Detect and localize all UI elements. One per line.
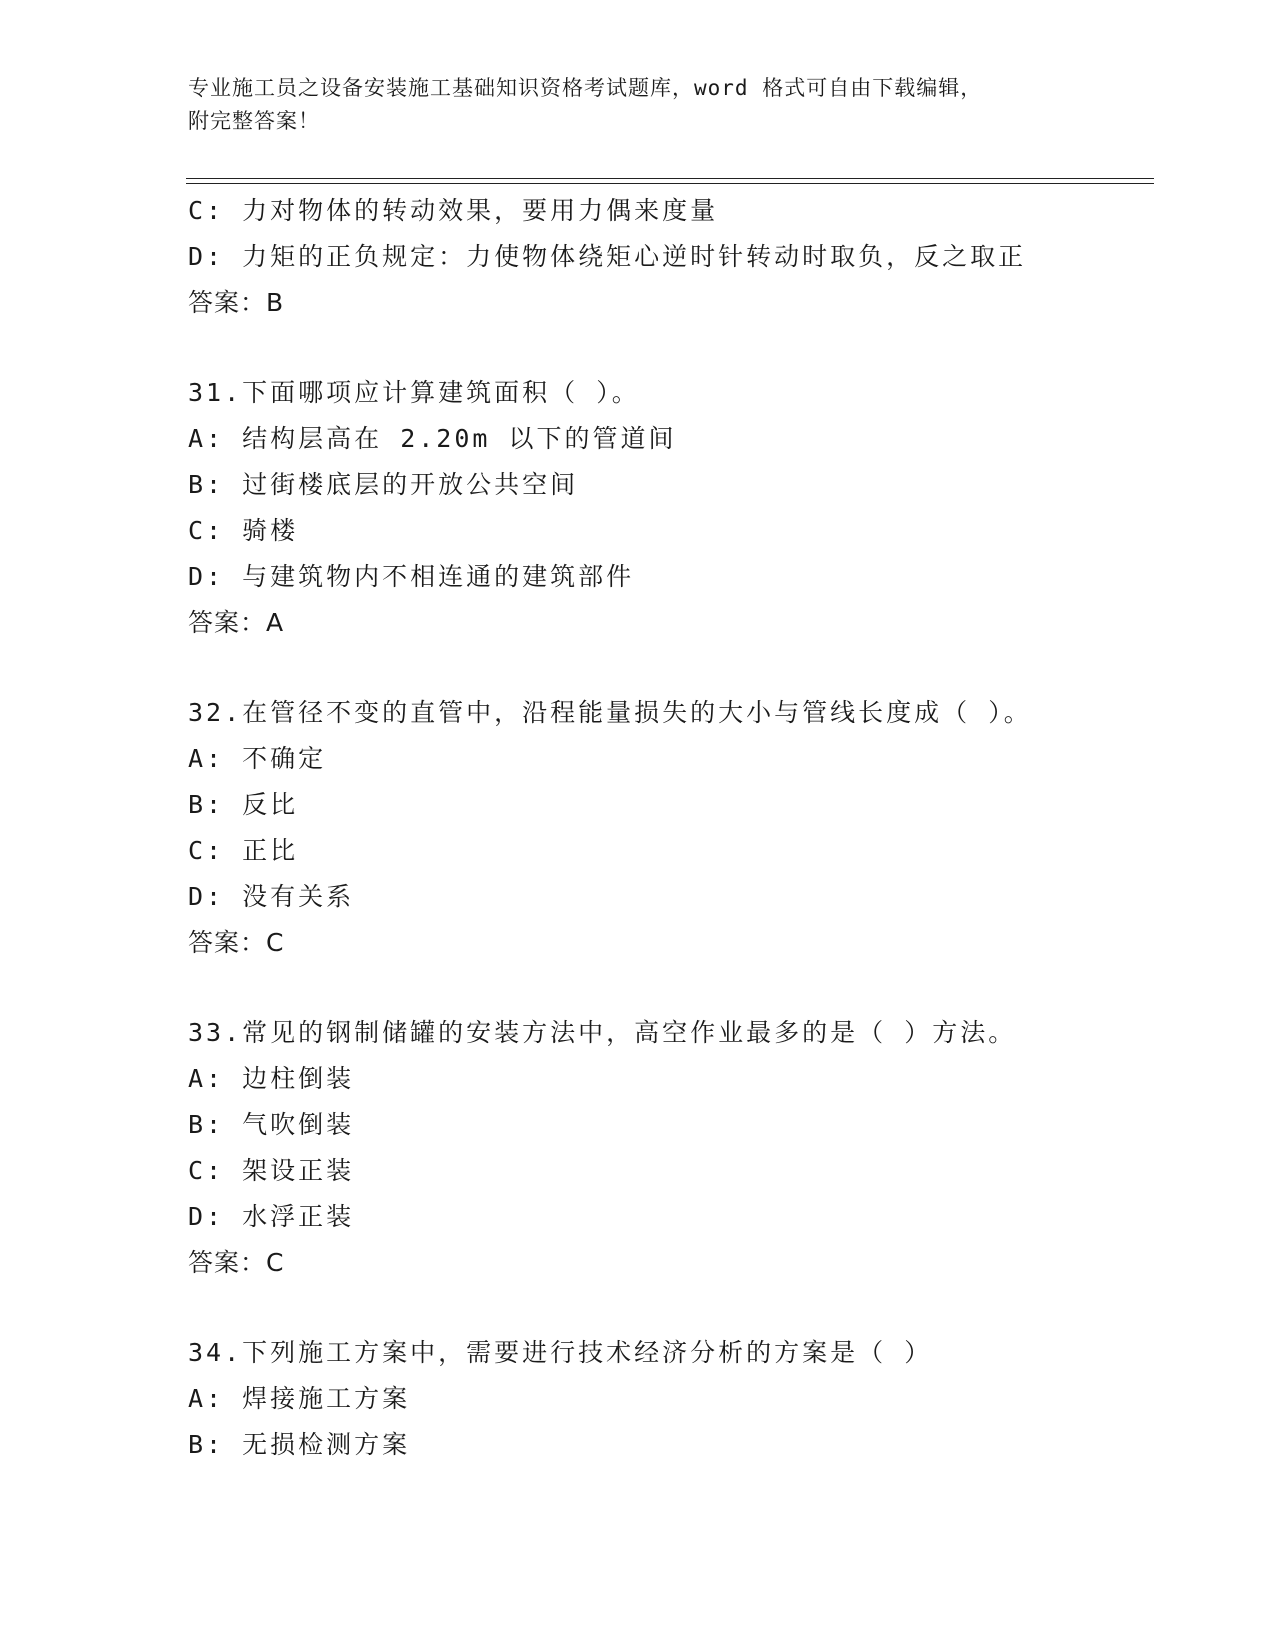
spacer	[188, 966, 1148, 1010]
option-d: D: 力矩的正负规定：力使物体绕矩心逆时针转动时取负，反之取正	[188, 242, 1027, 271]
option-c: C: 骑楼	[188, 516, 299, 545]
question-33	[188, 1010, 1148, 1286]
option-a: A: 不确定	[188, 744, 327, 773]
option-a: A: 边柱倒装	[188, 1064, 355, 1093]
document-header	[188, 72, 1088, 138]
option-a: A: 焊接施工方案	[188, 1384, 411, 1413]
option-a: A: 结构层高在 2.20m 以下的管道间	[188, 424, 677, 453]
question-stem: 34.下列施工方案中，需要进行技术经济分析的方案是（ ）	[188, 1338, 933, 1367]
header-divider-bottom	[186, 183, 1154, 184]
option-b: B: 无损检测方案	[188, 1430, 411, 1459]
question-list	[188, 188, 1148, 1468]
question-stem: 31.下面哪项应计算建筑面积（ ）。	[188, 378, 640, 407]
option-c: C: 正比	[188, 836, 299, 865]
option-b: B: 反比	[188, 790, 299, 819]
spacer	[188, 1286, 1148, 1330]
option-b: B: 过街楼底层的开放公共空间	[188, 470, 579, 499]
option-b: B: 气吹倒装	[188, 1110, 355, 1139]
spacer	[188, 326, 1148, 370]
option-c: C: 力对物体的转动效果，要用力偶来度量	[188, 196, 719, 225]
question-stem: 32.在管径不变的直管中，沿程能量损失的大小与管线长度成（ ）。	[188, 698, 1032, 727]
question-34	[188, 1330, 1148, 1468]
spacer	[188, 646, 1148, 690]
header-line-1: 专业施工员之设备安装施工基础知识资格考试题库，word 格式可自由下载编辑，	[188, 76, 983, 100]
option-d: D: 没有关系	[188, 882, 355, 911]
question-stem: 33.常见的钢制储罐的安装方法中，高空作业最多的是（ ）方法。	[188, 1018, 1017, 1047]
option-c: C: 架设正装	[188, 1156, 355, 1185]
header-line-2: 附完整答案！	[188, 109, 320, 133]
answer: 答案：C	[188, 1248, 285, 1277]
answer: 答案：A	[188, 608, 285, 637]
option-d: D: 水浮正装	[188, 1202, 355, 1231]
answer: 答案：B	[188, 288, 285, 317]
answer: 答案：C	[188, 928, 285, 957]
question-30-continued	[188, 188, 1148, 326]
option-d: D: 与建筑物内不相连通的建筑部件	[188, 562, 635, 591]
question-32	[188, 690, 1148, 966]
header-divider-top	[186, 178, 1154, 179]
question-31	[188, 370, 1148, 646]
